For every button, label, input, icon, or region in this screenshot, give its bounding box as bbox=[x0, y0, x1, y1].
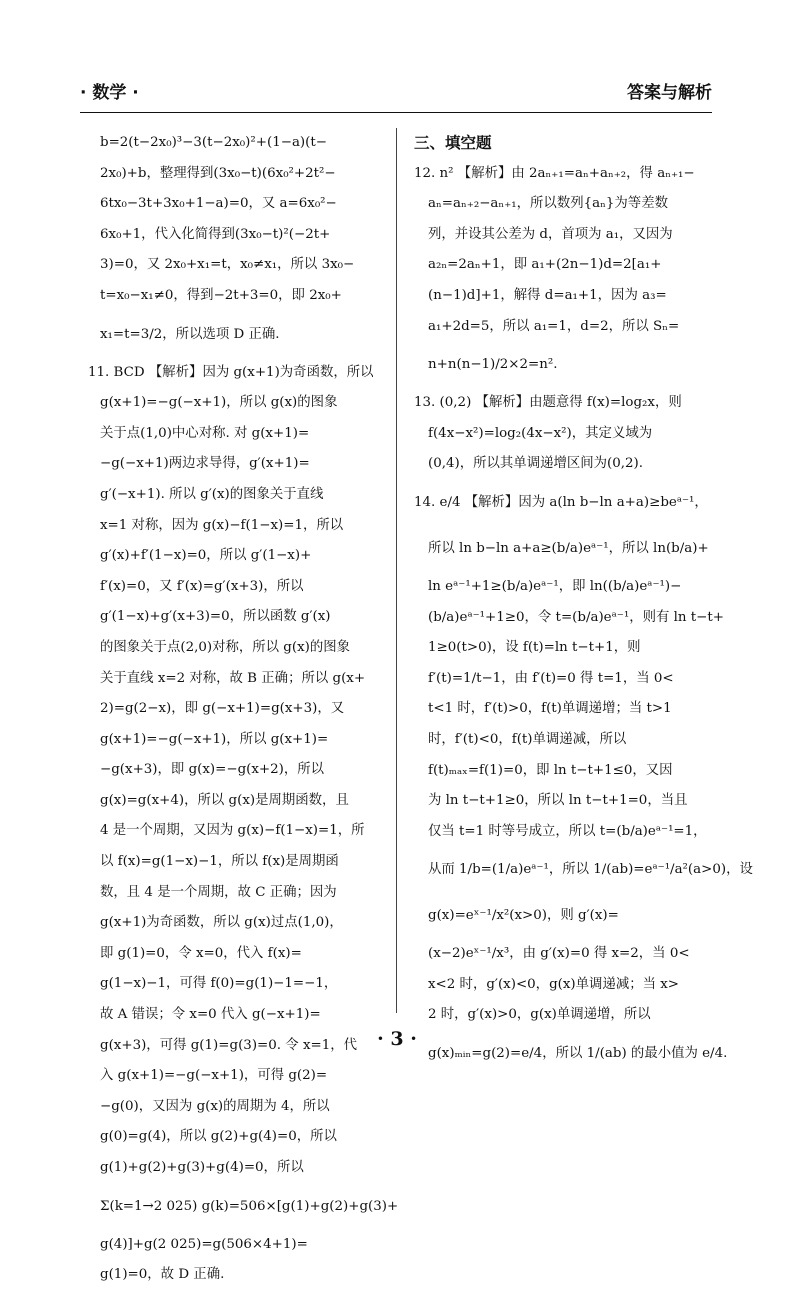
text-line: 6x₀+1，代入化简得到(3x₀−t)²(−2t+ bbox=[100, 226, 331, 242]
text-line: t=x₀−x₁≠0，得到−2t+3=0，即 2x₀+ bbox=[100, 287, 342, 303]
problem-12-start: 12. n² 【解析】由 2aₙ₊₁=aₙ+aₙ₊₂，得 aₙ₊₁− bbox=[414, 165, 695, 181]
text-line: 列，并设其公差为 d，首项为 a₁，又因为 bbox=[428, 226, 673, 242]
text-line: f(4x−x²)=log₂(4x−x²)，其定义域为 bbox=[428, 425, 653, 441]
text-line: 入 g(x+1)=−g(−x+1)，可得 g(2)= bbox=[100, 1068, 328, 1084]
right-column bbox=[414, 128, 753, 1077]
text-line: 即 g(1)=0，令 x=0，代入 f(x)= bbox=[100, 945, 302, 961]
text-line: g(x)ₘᵢₙ=g(2)=e/4，所以 1/(ab) 的最小值为 e/4. bbox=[428, 1046, 728, 1062]
problem-13-start: 13. (0,2) 【解析】由题意得 f(x)=log₂x，则 bbox=[414, 395, 682, 411]
text-line: a₂ₙ=2aₙ+1，即 a₁+(2n−1)d=2[a₁+ bbox=[428, 257, 662, 273]
text-line: g(1)=0，故 D 正确. bbox=[100, 1267, 225, 1283]
text-line: g(x+1)为奇函数，所以 g(x)过点(1,0)， bbox=[100, 915, 343, 931]
text-line: g′(x)+f′(1−x)=0，所以 g′(1−x)+ bbox=[100, 548, 312, 564]
problem-11-start: 11. BCD 【解析】因为 g(x+1)为奇函数，所以 bbox=[88, 364, 374, 380]
text-line: 1≥0(t>0)，设 f(t)=ln t−t+1，则 bbox=[428, 640, 641, 656]
text-line: g(x)=eˣ⁻¹/x²(x>0)，则 g′(x)= bbox=[428, 908, 619, 924]
page-header bbox=[80, 78, 712, 104]
text-line: 2 时，g′(x)>0，g(x)单调递增，所以 bbox=[428, 1007, 651, 1023]
problem-14-start: 14. e/4 【解析】因为 a(ln b−ln a+a)≥beᵃ⁻¹， bbox=[414, 494, 708, 510]
text-line: b=2(t−2x₀)³−3(t−2x₀)²+(1−a)(t− bbox=[100, 135, 327, 150]
header-rule bbox=[80, 112, 712, 113]
text-line: 为 ln t−t+1≥0，所以 ln t−t+1=0，当且 bbox=[428, 793, 688, 809]
section-title-fill-in-blanks: 三、填空题 bbox=[414, 134, 492, 152]
text-line: g′(1−x)+g′(x+3)=0，所以函数 g′(x) bbox=[100, 609, 331, 625]
text-line: 2x₀)+b，整理得到(3x₀−t)(6x₀²+2t²− bbox=[100, 165, 336, 181]
text-line: f′(t)=1/t−1，由 f′(t)=0 得 t=1，当 0< bbox=[428, 670, 674, 686]
text-line: −g(0)，又因为 g(x)的周期为 4，所以 bbox=[100, 1098, 330, 1114]
text-line: 2)=g(2−x)，即 g(−x+1)=g(x+3)，又 bbox=[100, 701, 345, 717]
text-line: 故 A 错误；令 x=0 代入 g(−x+1)= bbox=[100, 1007, 321, 1023]
text-line: g′(−x+1). 所以 g′(x)的图象关于直线 bbox=[100, 486, 324, 502]
text-line: 所以 ln b−ln a+a≥(b/a)eᵃ⁻¹，所以 ln(b/a)+ bbox=[428, 540, 709, 556]
text-line: 关于直线 x=2 对称，故 B 正确；所以 g(x+ bbox=[100, 670, 366, 686]
column-divider bbox=[396, 128, 397, 1013]
text-line: t<1 时，f′(t)>0，f(t)单调递增；当 t>1 bbox=[428, 701, 672, 717]
text-line: (0,4)，所以其单调递增区间为(0,2). bbox=[428, 456, 644, 472]
text-line: a₁+2d=5，所以 a₁=1，d=2，所以 Sₙ= bbox=[428, 318, 680, 334]
text-line: n+n(n−1)/2×2=n². bbox=[428, 357, 558, 373]
header-section-title: 答案与解析 bbox=[627, 83, 712, 103]
text-line: (n−1)d]+1，解得 d=a₁+1，因为 a₃= bbox=[428, 287, 667, 303]
text-line: −g(−x+1)两边求导得，g′(x+1)= bbox=[100, 456, 310, 472]
text-line: −g(x+3)，即 g(x)=−g(x+2)，所以 bbox=[100, 762, 325, 778]
text-line: g(1−x)−1，可得 f(0)=g(1)−1=−1， bbox=[100, 976, 338, 992]
text-line: g(4)]+g(2 025)=g(506×4+1)= bbox=[100, 1236, 308, 1252]
text-line: g(x+3)，可得 g(1)=g(3)=0. 令 x=1，代 bbox=[100, 1037, 358, 1053]
text-line: 仅当 t=1 时等号成立，所以 t=(b/a)eᵃ⁻¹=1， bbox=[428, 823, 707, 839]
text-line: 关于点(1,0)中心对称. 对 g(x+1)= bbox=[100, 425, 310, 441]
text-line: 3)=0，又 2x₀+x₁=t，x₀≠x₁，所以 3x₀− bbox=[100, 257, 355, 273]
text-line: g(x+1)=−g(−x+1)，所以 g(x+1)= bbox=[100, 731, 329, 747]
text-line: x=1 对称，因为 g(x)−f(1−x)=1，所以 bbox=[100, 517, 344, 533]
text-line: (b/a)eᵃ⁻¹+1≥0，令 t=(b/a)eᵃ⁻¹，则有 ln t−t+ bbox=[428, 609, 724, 625]
text-line: g(x)=g(x+4)，所以 g(x)是周期函数，且 bbox=[100, 792, 349, 808]
summation-line: Σ(k=1→2 025) g(k)=506×[g(1)+g(2)+g(3)+ bbox=[100, 1198, 399, 1214]
left-column bbox=[88, 128, 399, 1291]
text-line: f(t)ₘₐₓ=f(1)=0，即 ln t−t+1≤0，又因 bbox=[428, 762, 673, 778]
text-line: 4 是一个周期，又因为 g(x)−f(1−x)=1，所 bbox=[100, 823, 365, 839]
text-line: g(x+1)=−g(−x+1)，所以 g(x)的图象 bbox=[100, 395, 338, 411]
text-line: 以 f(x)=g(1−x)−1，所以 f(x)是周期函 bbox=[100, 854, 339, 870]
page-number: · 3 · bbox=[377, 1028, 417, 1050]
text-line: f′(x)=0，又 f′(x)=g′(x+3)，所以 bbox=[100, 578, 304, 594]
text-line: aₙ=aₙ₊₂−aₙ₊₁，所以数列{aₙ}为等差数 bbox=[428, 196, 668, 212]
text-line: 数，且 4 是一个周期，故 C 正确；因为 bbox=[100, 884, 337, 900]
text-line: 的图象关于点(2,0)对称，所以 g(x)的图象 bbox=[100, 639, 351, 655]
text-line: 6tx₀−3t+3x₀+1−a)=0，又 a=6x₀²− bbox=[100, 196, 337, 212]
header-subject: · 数学 · bbox=[80, 83, 139, 103]
text-line: g(1)+g(2)+g(3)+g(4)=0，所以 bbox=[100, 1160, 304, 1175]
text-line: g(0)=g(4)，所以 g(2)+g(4)=0，所以 bbox=[100, 1129, 337, 1145]
text-line: ln eᵃ⁻¹+1≥(b/a)eᵃ⁻¹，即 ln((b/a)eᵃ⁻¹)− bbox=[428, 578, 682, 594]
text-line: 从而 1/b=(1/a)eᵃ⁻¹，所以 1/(ab)=eᵃ⁻¹/a²(a>0)，设 bbox=[428, 862, 753, 878]
text-line: 时，f′(t)<0，f(t)单调递减，所以 bbox=[428, 731, 627, 747]
text-line: (x−2)eˣ⁻¹/x³，由 g′(x)=0 得 x=2，当 0< bbox=[428, 946, 690, 962]
text-line: x₁=t=3/2，所以选项 D 正确. bbox=[100, 326, 280, 342]
text-line: x<2 时，g′(x)<0，g(x)单调递减；当 x> bbox=[428, 976, 680, 992]
